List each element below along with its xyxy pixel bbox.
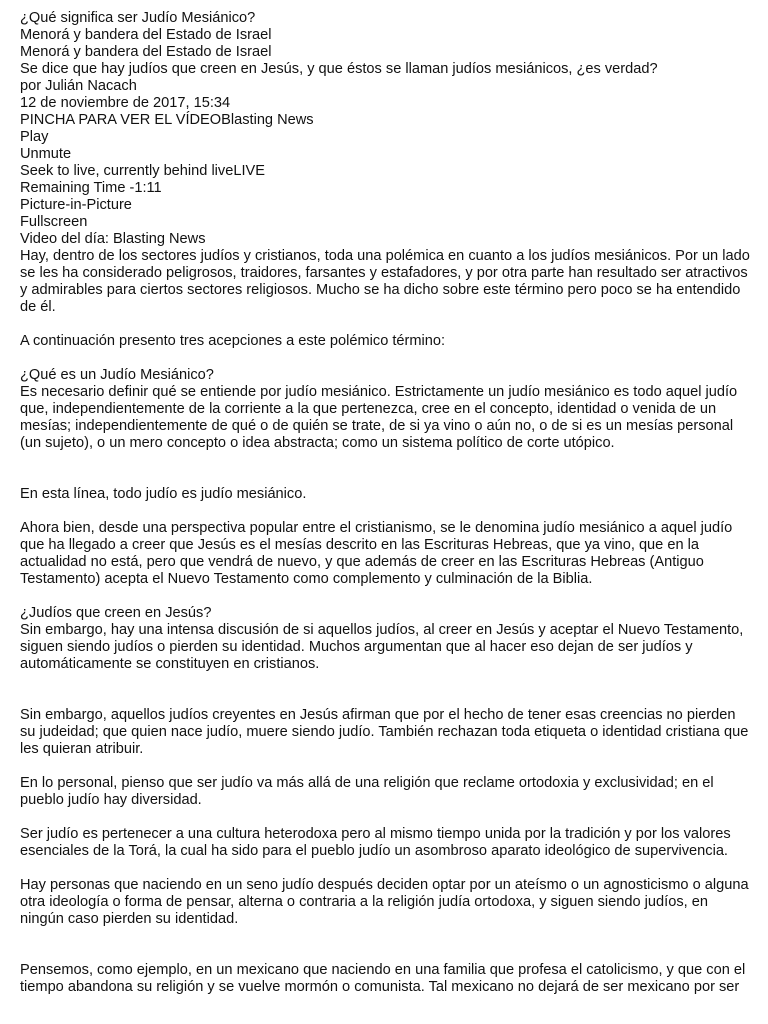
article-subtitle: Se dice que hay judíos que creen en Jesús, y que éstos se llaman judíos mesiánicos, ¿es verdad? (20, 61, 658, 77)
image-caption: Menorá y bandera del Estado de Israel (20, 27, 272, 43)
play-button[interactable]: Play (20, 129, 49, 145)
paragraph-spacer (20, 452, 754, 486)
article-paragraph: En esta línea, todo judío es judío mesiánico. (20, 486, 307, 502)
unmute-button[interactable]: Unmute (20, 146, 72, 162)
paragraph-spacer (20, 316, 754, 333)
article-title: ¿Qué significa ser Judío Mesiánico? (20, 10, 256, 26)
article-paragraph: En lo personal, pienso que ser judío va más allá de una religión que reclame ortodoxia y exclusividad; en el pueblo judío hay diversidad. (20, 775, 714, 808)
article-paragraph: Sin embargo, hay una intensa discusión de si aquellos judíos, al creer en Jesús y aceptar el Nuevo Testamento, siguen siendo judíos o pierden su identidad. Muchos argumentan que al hacer eso dejan de ser judíos y automáticamente se constituyen en cristianos. (20, 622, 744, 672)
article-paragraph: Hay personas que naciendo en un seno judío después deciden optar por un ateísmo o un agnosticismo o alguna otra ideología o forma de pensar, alterna o contraria a la religión judía ortodoxa, y siguen siendo judíos, en ningún caso pierden su identidad. (20, 877, 749, 927)
section-heading: ¿Qué es un Judío Mesiánico? (20, 367, 214, 383)
publish-date: 12 de noviembre de 2017, 15:34 (20, 95, 231, 111)
remaining-time: Remaining Time -1:11 (20, 180, 162, 196)
author-byline: por Julián Nacach (20, 78, 137, 94)
video-title: Video del día: Blasting News (20, 231, 206, 247)
paragraph-spacer (20, 928, 754, 962)
picture-in-picture-button[interactable]: Picture-in-Picture (20, 197, 132, 213)
paragraph-spacer (20, 503, 754, 520)
section-heading: ¿Judíos que creen en Jesús? (20, 605, 212, 621)
video-link[interactable]: PINCHA PARA VER EL VÍDEOBlasting News (20, 112, 314, 128)
article-paragraph: Ser judío es pertenecer a una cultura heterodoxa pero al mismo tiempo unida por la tradición y por los valores esenciales de la Torá, la cual ha sido para el pueblo judío un asombroso aparato ideológico de supervivencia. (20, 826, 731, 859)
article-paragraph: Es necesario definir qué se entiende por judío mesiánico. Estrictamente un judío mesiánico es todo aquel judío que, independientemente de la corriente a la que pertenezca, cree en el concepto, identidad o venida de un mesías; independientemente de qué o de quién se trate, de si ya vino o aún no, o de si es un mesías personal (un sujeto), o un mero concepto o idea abstracta; como un sistema político de corte utópico. (20, 384, 738, 451)
article-paragraph: Hay, dentro de los sectores judíos y cristianos, toda una polémica en cuanto a los judíos mesiánicos. Por un lado se les ha considerado peligrosos, traidores, farsantes y estafadores, y por otra parte han resultado ser atractivos y admirables para ciertos sectores religiosos. Mucho se ha dicho sobre este término pero poco se ha entendido de él. (20, 248, 750, 315)
paragraph-spacer (20, 350, 754, 367)
paragraph-spacer (20, 860, 754, 877)
fullscreen-button[interactable]: Fullscreen (20, 214, 88, 230)
image-caption: Menorá y bandera del Estado de Israel (20, 44, 272, 60)
article-paragraph: Sin embargo, aquellos judíos creyentes en Jesús afirman que por el hecho de tener esas creencias no pierden su judeidad; que quien nace judío, muere siendo judío. También rechazan toda etiqueta o identidad cristiana que les quieran atribuir. (20, 707, 749, 757)
paragraph-spacer (20, 809, 754, 826)
paragraph-spacer (20, 588, 754, 605)
paragraph-spacer (20, 758, 754, 775)
article-paragraph: A continuación presento tres acepciones a este polémico término: (20, 333, 446, 349)
seek-to-live-button[interactable]: Seek to live, currently behind liveLIVE (20, 163, 265, 179)
paragraph-spacer (20, 673, 754, 707)
article-paragraph: Pensemos, como ejemplo, en un mexicano que naciendo en una familia que profesa el catolicismo, y que con el tiempo abandona su religión y se vuelve mormón o comunista. Tal mexicano no dejará de ser mexicano por ser (20, 962, 746, 995)
article-paragraph: Ahora bien, desde una perspectiva popular entre el cristianismo, se le denomina judío mesiánico a aquel judío que ha llegado a creer que Jesús es el mesías descrito en las Escrituras Hebreas, que ya vino, que en la actualidad no está, pero que vendrá de nuevo, y que además de creer en las Escrituras Hebreas (Antiguo Testamento) acepta el Nuevo Testamento como complemento y culminación de la Biblia. (20, 520, 733, 587)
